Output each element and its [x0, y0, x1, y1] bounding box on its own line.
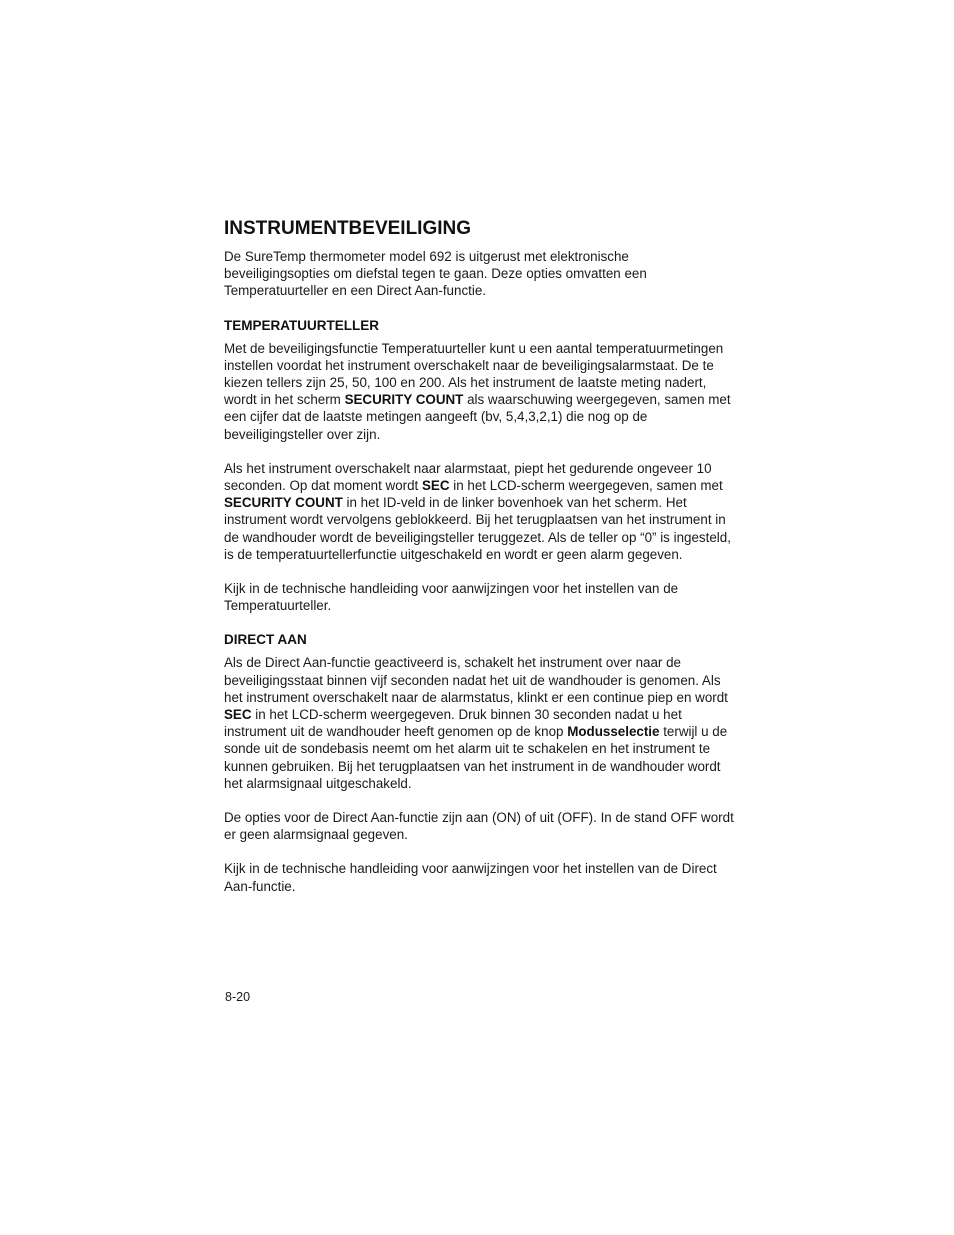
bold-term: SECURITY COUNT: [344, 392, 464, 408]
text-run: Als de Direct Aan-functie geactiveerd is, schakelt het instrument over naar de beveiligingsstaat binnen vijf seconden nadat het uit de wandhouder is genomen. Als het instrument overschakelt naar de alarmstatus, klinkt er een continue piep en wordt: [224, 655, 728, 705]
text-run: Met de beveiligingsfunctie Temperatuurteller kunt u een aantal temperatuurmetingen instellen voordat het instrument overschakelt naar de beveiligingsalarmstaat. De te kiezen tellers zijn 25, 50, 100 en 200. Als het instrument de laatste meting nadert, wordt in het scherm: [224, 340, 724, 408]
page-title: INSTRUMENTBEVEILIGING: [224, 218, 472, 239]
paragraph-direct-aan-3: Kijk in de technische handleiding voor aanwijzingen voor het instellen van de Direct Aan-functie.: [224, 861, 717, 894]
text-run: in het LCD-scherm weergegeven. Druk binnen 30 seconden nadat u het instrument uit de wandhouder heeft genomen op de knop: [224, 707, 682, 740]
paragraph-temperatuurteller-3: Kijk in de technische handleiding voor aanwijzingen voor het instellen van de Temperatuurteller.: [224, 581, 679, 614]
document-body: [224, 218, 734, 895]
bold-term: SEC: [422, 478, 450, 494]
page-number: 8-20: [225, 990, 251, 1004]
paragraph-temperatuurteller-1: [224, 340, 734, 443]
section-heading-temperatuurteller: TEMPERATUURTELLER: [224, 317, 379, 333]
section-heading-direct-aan: DIRECT AAN: [224, 632, 307, 648]
paragraph-direct-aan-2: De opties voor de Direct Aan-functie zijn aan (ON) of uit (OFF). In de stand OFF wordt er geen alarmsignaal gegeven.: [224, 810, 734, 843]
paragraph-temperatuurteller-2: [224, 460, 734, 563]
bold-term: SEC: [224, 707, 252, 723]
intro-paragraph: De SureTemp thermometer model 692 is uitgerust met elektronische beveiligingsopties om diefstal tegen te gaan. Deze opties omvatten een Temperatuurteller en een Direct Aan-functie.: [224, 249, 647, 299]
text-run: als waarschuwing weergegeven, samen met een cijfer dat de laatste metingen aangeeft (bv, 5,4,3,2,1) die nog op de beveiligingsteller over zijn.: [224, 392, 731, 442]
bold-term: Modusselectie: [567, 724, 660, 740]
text-run: in het LCD-scherm weergegeven, samen met: [449, 478, 723, 494]
text-run: in het ID-veld in de linker bovenhoek van het scherm. Het instrument wordt vervolgens geblokkeerd. Bij het terugplaatsen van het instrument in de wandhouder wordt de beveiligingsteller teruggezet. Als de teller op “0” is ingesteld, is de temperatuurtellerfunctie uitgeschakeld en wordt er geen alarm gegeven.: [224, 495, 731, 562]
bold-term: SECURITY COUNT: [224, 495, 343, 511]
text-run: Als het instrument overschakelt naar alarmstaat, piept het gedurende ongeveer 10 seconden. Op dat moment wordt: [224, 460, 712, 494]
text-run: terwijl u de sonde uit de sondebasis neemt om het alarm uit te schakelen en het instrument te kunnen gebruiken. Bij het terugplaatsen van het instrument in de wandhouder wordt het alarmsignaal uitgeschakeld.: [224, 724, 728, 791]
paragraph-direct-aan-1: [224, 654, 734, 792]
